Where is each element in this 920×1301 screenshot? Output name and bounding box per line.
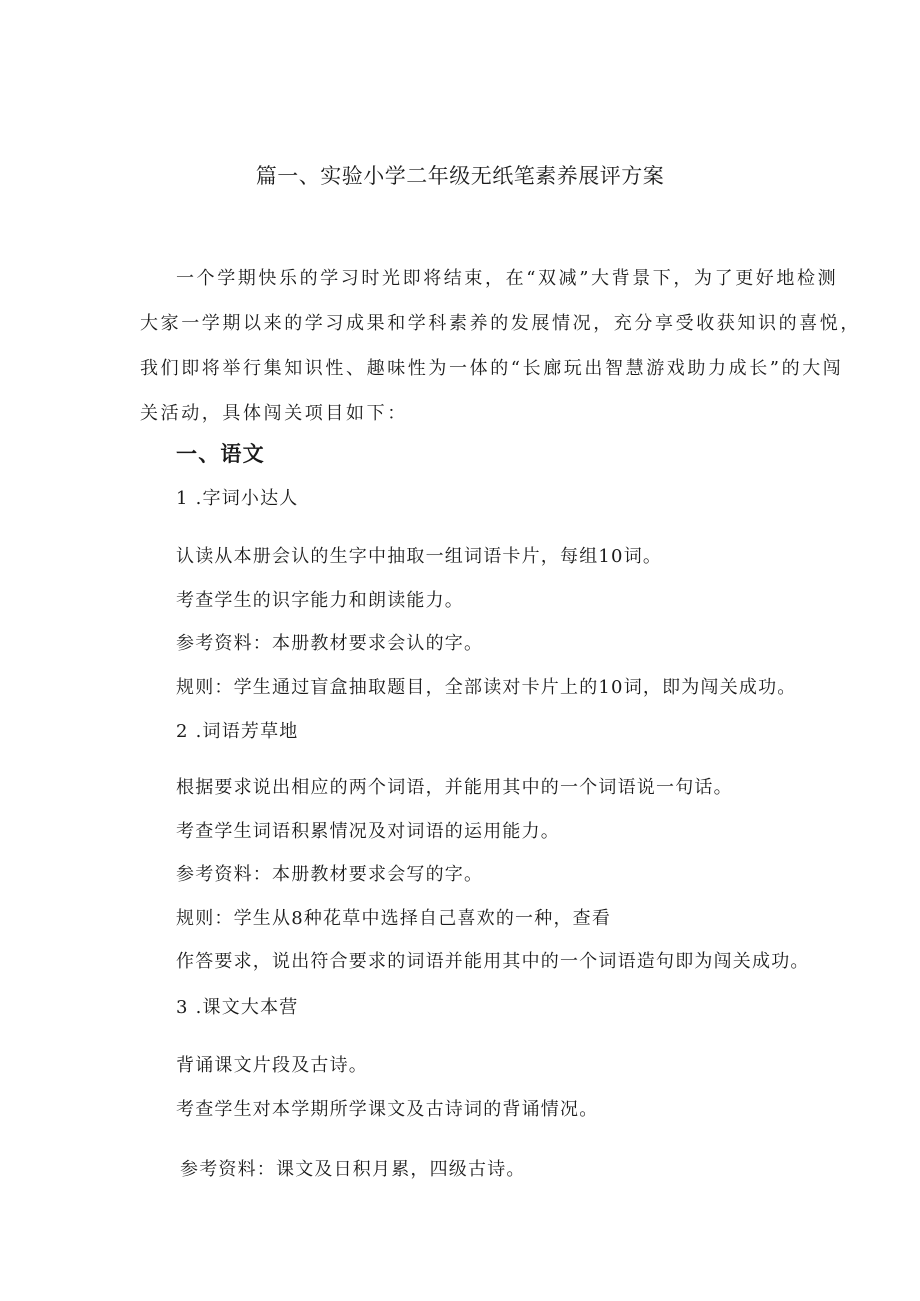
paragraph-line: 规则：学生通过盲盒抽取题目，全部读对卡片上的10词，即为闯关成功。	[176, 677, 797, 698]
section-heading-chinese: 一、语文	[176, 442, 265, 466]
paragraph-line: 认读从本册会认的生字中抽取一组词语卡片，每组10词。	[176, 546, 663, 567]
paragraph-line: 考查学生的识字能力和朗读能力。	[176, 590, 464, 611]
subsection-heading: 2 .词语芳草地	[176, 721, 299, 742]
intro-line: 一个学期快乐的学习时光即将结束，在“双减”大背景下，为了更好地检测	[176, 268, 839, 289]
paragraph-line: 参考资料：本册教材要求会写的字。	[176, 864, 484, 885]
paragraph-line: 考查学生对本学期所学课文及古诗词的背诵情况。	[176, 1099, 599, 1120]
paragraph-line: 背诵课文片段及古诗。	[176, 1055, 368, 1076]
document-title: 篇一、实验小学二年级无纸笔素养展评方案	[255, 164, 665, 188]
paragraph-line: 规则：学生从8种花草中选择自己喜欢的一种，查看	[176, 908, 612, 929]
paragraph-line: 参考资料：本册教材要求会认的字。	[176, 633, 484, 654]
subsection-heading: 1 .字词小达人	[176, 488, 299, 509]
paragraph-line: 作答要求，说出符合要求的词语并能用其中的一个词语造句即为闯关成功。	[176, 951, 810, 972]
intro-line: 关活动，具体闯关项目如下：	[140, 403, 408, 424]
intro-line: 我们即将举行集知识性、趣味性为一体的“长廊玩出智慧游戏助力成长”的大闯	[140, 358, 844, 379]
intro-line: 大家一学期以来的学习成果和学科素养的发展情况，充分享受收获知识的喜悦，	[140, 313, 861, 334]
paragraph-line: 根据要求说出相应的两个词语，并能用其中的一个词语说一句话。	[176, 777, 733, 798]
paragraph-line: 参考资料：课文及日积月累，四级古诗。	[180, 1159, 526, 1180]
paragraph-line: 考查学生词语积累情况及对词语的运用能力。	[176, 821, 560, 842]
subsection-heading: 3 .课文大本营	[176, 997, 299, 1018]
